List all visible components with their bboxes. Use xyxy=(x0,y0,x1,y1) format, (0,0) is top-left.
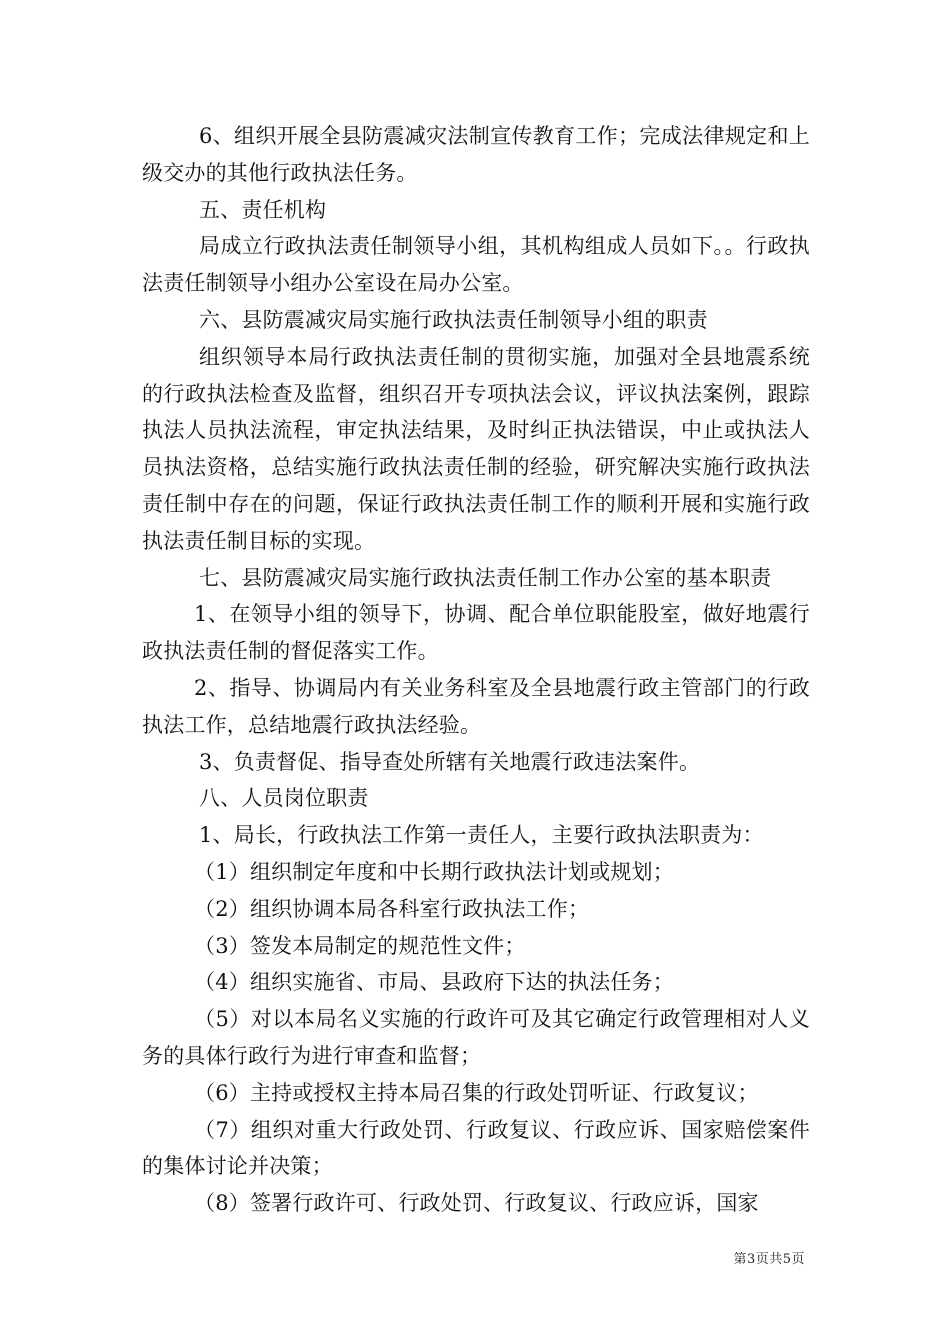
list-item-7: （7）组织对重大行政处罚、行政复议、行政应诉、国家赔偿案件的集体讨论并决策； xyxy=(142,1117,810,1179)
list-item-5: （5）对以本局名义实施的行政许可及其它确定行政管理相对人义务的具体行政行为进行审查和监督； xyxy=(142,1007,810,1068)
paragraph-6: 3、负责督促、指导查处所辖有关地震行政违法案件。 xyxy=(199,749,701,774)
paragraph-3: 组织领导本局行政执法责任制的贯彻实施，加强对全县地震系统的行政执法检查及监督，组织召开专项执法会议，评议执法案例，跟踪执法人员执法流程，审定执法结果，及时纠正执法错误，中止或执法人员执法资格，总结实施行政执法责任制的经验，研究解决实施行政执法责任制中存在的问题，保证行政执法责任制工作的顺利开展和实施行政执法责任制目标的实现。 xyxy=(142,344,810,553)
document-body xyxy=(142,118,810,1222)
section-heading-5: 五、责任机构 xyxy=(199,197,327,222)
paragraph-1: 6、组织开展全县防震减灾法制宣传教育工作；完成法律规定和上级交办的其他行政执法任务。 xyxy=(142,124,810,185)
paragraph-5: 2、指导、协调局内有关业务科室及全县地震行政主管部门的行政执法工作，总结地震行政执法经验。 xyxy=(142,675,810,737)
list-item-1: （1）组织制定年度和中长期行政执法计划或规划； xyxy=(194,859,674,884)
paragraph-4: 1、在领导小组的领导下，协调、配合单位职能股室，做好地震行政执法责任制的督促落实工作。 xyxy=(142,602,810,664)
page-number-footer: 第3页共5页 xyxy=(733,1252,805,1267)
list-item-2: （2）组织协调本局各科室行政执法工作； xyxy=(194,896,590,921)
section-heading-8: 八、人员岗位职责 xyxy=(199,786,369,811)
paragraph-2: 局成立行政执法责任制领导小组，其机构组成人员如下。。行政执法责任制领导小组办公室设在局办公室。 xyxy=(142,234,810,296)
list-item-4: （4）组织实施省、市局、县政府下达的执法任务； xyxy=(194,970,674,995)
list-item-6: （6）主持或授权主持本局召集的行政处罚听证、行政复议； xyxy=(194,1080,759,1105)
list-item-3: （3）签发本局制定的规范性文件； xyxy=(194,933,526,958)
section-heading-6: 六、县防震减灾局实施行政执法责任制领导小组的职责 xyxy=(199,307,708,332)
section-heading-7: 七、县防震减灾局实施行政执法责任制工作办公室的基本职责 xyxy=(199,565,772,590)
list-item-8: （8）签署行政许可、行政处罚、行政复议、行政应诉，国家 xyxy=(194,1191,759,1216)
paragraph-7: 1、局长，行政执法工作第一责任人，主要行政执法职责为： xyxy=(199,823,764,848)
